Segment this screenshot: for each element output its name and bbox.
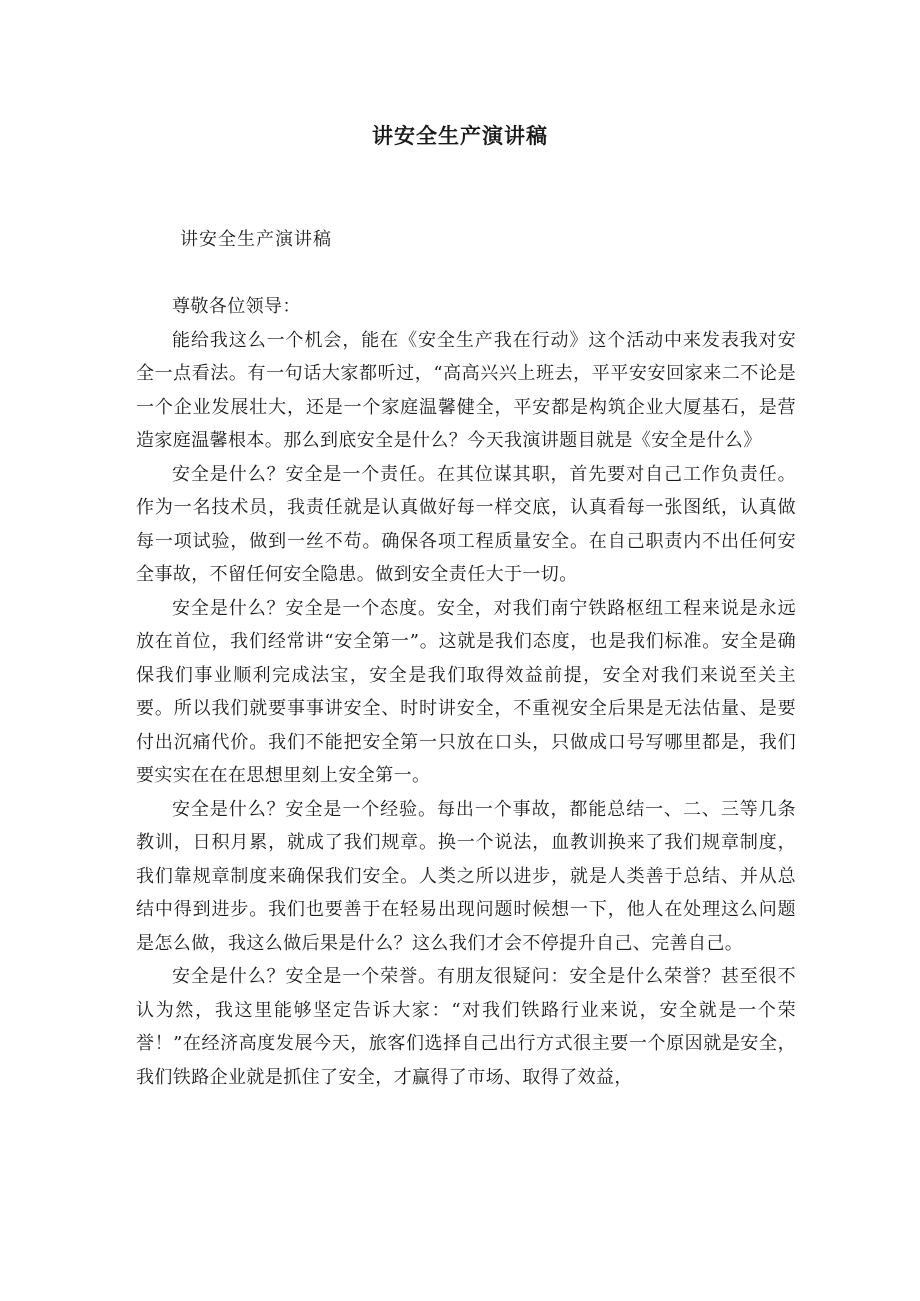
salutation-paragraph: 尊敬各位领导：: [172, 296, 301, 317]
intro-paragraph: 能给我这么一个机会，能在《安全生产我在行动》这个活动中来发表我对安全一点看法。有一句话大家都听过，“高高兴兴上班去，平平安安回家来二不论是一个企业发展壮大，还是一个家庭温馨健全，平安都是构筑企业大厦基石，是营造家庭温馨根本。那么到底安全是什么？今天我演讲题目就是《安全是什么》: [136, 329, 796, 451]
document-subtitle: 讲安全生产演讲稿: [180, 229, 332, 250]
attitude-paragraph: 安全是什么？安全是一个态度。安全，对我们南宁铁路枢纽工程来说是永远放在首位，我们经常讲“安全第一”。这就是我们态度，也是我们标准。安全是确保我们事业顺利完成法宝，安全是我们取得效益前提，安全对我们来说至关主要。所以我们就要事事讲安全、时时讲安全，不重视安全后果是无法估量、是要付出沉痛代价。我们不能把安全第一只放在口头，只做成口号写哪里都是，我们要实实在在在思想里刻上安全第一。: [136, 597, 796, 786]
document-title: 讲安全生产演讲稿: [372, 124, 548, 148]
honor-paragraph: 安全是什么？安全是一个荣誉。有朋友很疑问：安全是什么荣誉？甚至很不认为然，我这里能够坚定告诉大家：“对我们铁路行业来说，安全就是一个荣誉！”在经济高度发展今天，旅客们选择自己出行方式很主要一个原因就是安全，我们铁路企业就是抓住了安全，才赢得了市场、取得了效益，: [136, 966, 796, 1088]
responsibility-paragraph: 安全是什么？安全是一个责任。在其位谋其职，首先要对自己工作负责任。作为一名技术员，我责任就是认真做好每一样交底，认真看每一张图纸，认真做每一项试验，做到一丝不苟。确保各项工程质量安全。在自己职责内不出任何安全事故，不留任何安全隐患。做到安全责任大于一切。: [136, 463, 796, 585]
document-body: [136, 290, 796, 1094]
experience-paragraph: 安全是什么？安全是一个经验。每出一个事故，都能总结一、二、三等几条教训，日积月累，就成了我们规章。换一个说法，血教训换来了我们规章制度，我们靠规章制度来确保我们安全。人类之所以进步，就是人类善于总结、并从总结中得到进步。我们也要善于在轻易出现问题时候想一下，他人在处理这么问题是怎么做，我这么做后果是什么？这么我们才会不停提升自己、完善自己。: [136, 798, 796, 954]
